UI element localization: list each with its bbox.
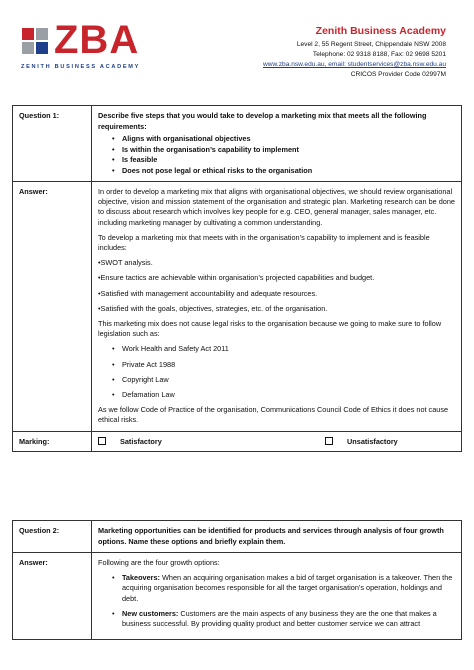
legislation-item: • Work Health and Safety Act 2011 <box>112 344 455 354</box>
answer-list-item: •Ensure tactics are achievable within organisation’s projected capabilities and budget. <box>98 273 375 283</box>
org-web-email[interactable]: www.zba.nsw.edu.au, email: studentservices@zba.nsw.edu.au <box>263 61 446 68</box>
answer-paragraph: In order to develop a marketing mix that aligns with organisational objectives, we should review organisational objective, vision and mission statement of the organisation and strategic plan. Marketing research can be done to discuss about research which involves key people for e.g. CEO, general manager, sales manager, etc. including marketing manager by cultivating a common understanding. <box>98 187 455 227</box>
marking-options <box>92 431 462 451</box>
answer-paragraph: To develop a marketing mix that meets with in the organisation’s capability to implement and is feasible includes: <box>98 232 430 253</box>
marking-label: Marking: <box>13 431 92 451</box>
answer-1-body <box>92 182 462 432</box>
marking-row <box>13 431 462 451</box>
answer-paragraph: This marketing mix does not cause legal risks to the organisation because we going to make sure to follow legislation such as: <box>98 319 442 339</box>
unsatisfactory-option[interactable] <box>325 437 398 446</box>
logo-mark <box>22 28 48 54</box>
growth-option-item <box>112 573 455 604</box>
answer-list-item: •Satisfied with management accountability and adequate resources. <box>98 288 318 298</box>
requirement-item: • Is feasible <box>112 155 455 166</box>
org-phone: Telephone: 02 9318 8188, Fax: 02 9698 5201 <box>312 51 446 58</box>
requirement-item: • Does not pose legal or ethical risks to the organisation <box>112 166 455 177</box>
logo-square-blue <box>36 42 48 54</box>
answer-1-row <box>13 182 462 432</box>
growth-option-term: Takeovers: <box>122 573 160 583</box>
question-1-label: Question 1: <box>13 106 92 182</box>
legislation-item: • Private Act 1988 <box>112 360 455 370</box>
logo-text: ZBA <box>54 18 140 62</box>
requirement-item: • Is within the organisation’s capability to implement <box>112 145 455 156</box>
logo-square-red <box>22 28 34 40</box>
answer-list-item: •SWOT analysis. <box>98 258 153 268</box>
question-1-text <box>92 106 462 182</box>
answer-2-row <box>13 553 462 640</box>
satisfactory-option[interactable] <box>98 437 323 446</box>
checkbox-icon[interactable] <box>98 437 106 445</box>
legislation-item: • Copyright Law <box>112 375 455 385</box>
legislation-list <box>98 344 455 400</box>
logo-square-grey-bottom <box>22 42 34 54</box>
growth-option-item <box>112 609 455 629</box>
checkbox-icon[interactable] <box>325 437 333 445</box>
growth-option-desc: When an acquiring organisation makes a bid of target organisation is a takeover. Then the acquiring organisation becomes responsible for all the target organisation’s operation, holdings and debt. <box>122 573 453 603</box>
question-1-row <box>13 106 462 182</box>
unsatisfactory-label: Unsatisfactory <box>347 436 398 446</box>
org-name: Zenith Business Academy <box>315 25 446 37</box>
growth-option-term: New customers: <box>122 608 179 618</box>
question-2-label: Question 2: <box>13 521 92 553</box>
logo-square-grey-top <box>36 28 48 40</box>
question-1-prompt: Describe five steps that you would take to develop a marketing mix that meets all the following requirements: <box>98 111 427 131</box>
satisfactory-label: Satisfactory <box>120 436 162 446</box>
growth-option-desc: Customers are the main aspects of any business they are the one that makes a business successful. By providing quality product and better customer service we can attract <box>122 608 437 629</box>
org-info <box>263 24 446 80</box>
requirements-list <box>98 134 455 176</box>
answer-list-item: •Satisfied with the goals, objectives, strategies, etc. of the organisation. <box>98 303 328 313</box>
org-cricos: CRICOS Provider Code 02997M <box>350 71 446 78</box>
question-2-table <box>12 520 462 640</box>
question-2-row <box>13 521 462 553</box>
legislation-item: • Defamation Law <box>112 390 455 400</box>
question-2-text: Marketing opportunities can be identified for products and services through analysis of four growth options. Name these options and briefly explain them. <box>92 521 462 553</box>
answer-2-label: Answer: <box>13 553 92 640</box>
answer-paragraph: As we follow Code of Practice of the organisation, Communications Council Code of Ethics it does not cause ethical risks. <box>98 405 449 425</box>
org-address: Level 2, 55 Regent Street, Chippendale NSW 2008 <box>296 41 446 48</box>
answer-2-body <box>92 553 462 640</box>
logo-subtitle: ZENITH BUSINESS ACADEMY <box>21 64 141 70</box>
question-1-table <box>12 105 462 452</box>
answer-1-label: Answer: <box>13 182 92 432</box>
answer-paragraph: Following are the four growth options: <box>98 558 220 567</box>
growth-options-list <box>98 573 455 629</box>
requirement-item: • Aligns with organisational objectives <box>112 134 455 145</box>
